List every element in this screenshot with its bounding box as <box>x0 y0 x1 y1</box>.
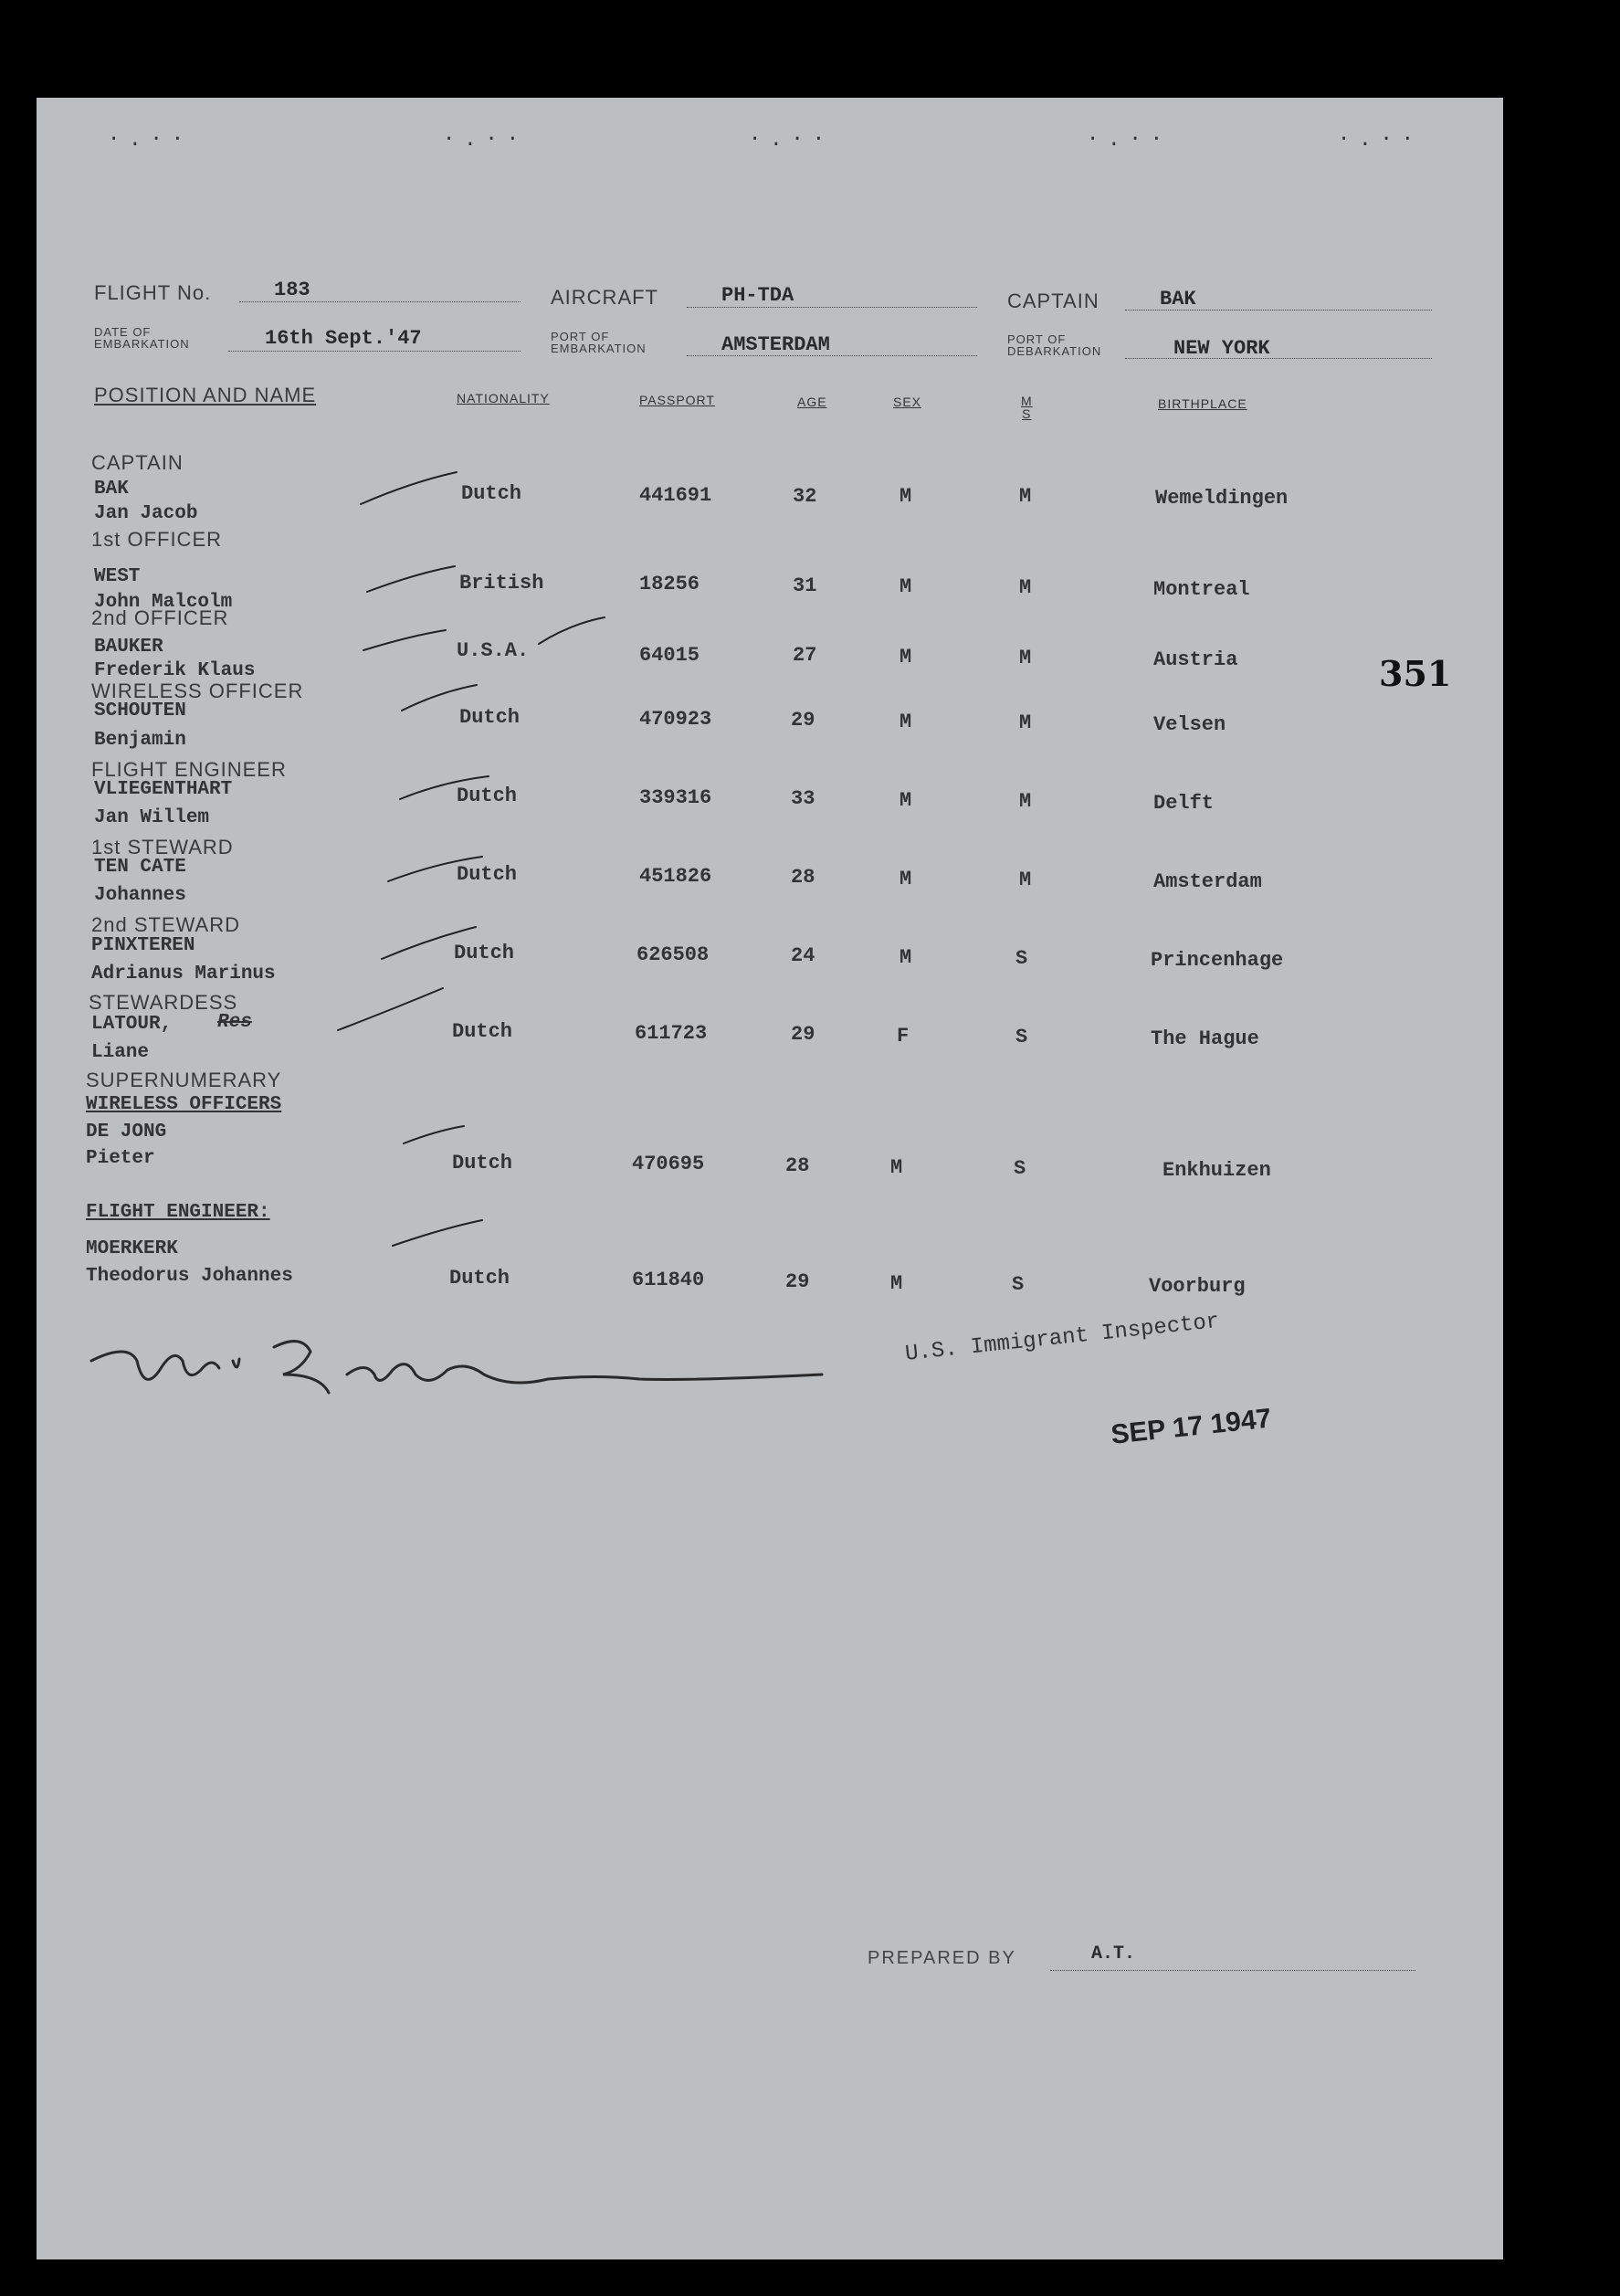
flight-value: 183 <box>274 279 310 301</box>
crew-given-name: Johannes <box>94 885 186 906</box>
date-stamp: SEP 17 1947 <box>1110 1403 1273 1450</box>
crew-given-name: Adrianus Marinus <box>91 964 276 985</box>
crew-marital: M <box>1019 869 1032 891</box>
crew-age: 31 <box>793 574 817 597</box>
crew-age: 27 <box>793 644 817 667</box>
crew-nationality: British <box>459 572 544 595</box>
date-label-line2: EMBARKATION <box>94 337 190 351</box>
punch-marks: ·.·· <box>443 128 528 151</box>
crew-given-name: Jan Willem <box>94 807 210 828</box>
crew-surname: SCHOUTEN <box>94 700 186 721</box>
crew-given-name: Benjamin <box>94 730 186 751</box>
col-birthplace: BIRTHPLACE <box>1158 396 1247 411</box>
crew-marital: S <box>1014 1157 1026 1180</box>
col-passport: PASSPORT <box>639 393 715 407</box>
crew-nationality: Dutch <box>449 1267 510 1290</box>
page-number: 351 <box>1379 653 1452 694</box>
crew-surname: PINXTEREN <box>91 935 195 956</box>
crew-position: SUPERNUMERARY <box>86 1069 282 1091</box>
crew-position: 1st STEWARD <box>91 836 234 858</box>
crew-sex: M <box>899 646 912 669</box>
crew-given-name: Frederik Klaus <box>94 660 256 681</box>
crew-given-name: John Malcolm <box>94 592 233 613</box>
crew-birthplace: Wemeldingen <box>1155 487 1289 510</box>
crew-nationality: Dutch <box>459 706 521 729</box>
crew-surname: LATOUR, <box>91 1014 173 1035</box>
crew-marital: S <box>1015 947 1028 970</box>
crew-passport: 451826 <box>639 865 712 888</box>
crew-age: 29 <box>791 1023 815 1046</box>
crew-age: 32 <box>793 485 817 508</box>
crew-nationality: Dutch <box>461 482 522 505</box>
col-age: AGE <box>797 395 827 409</box>
crew-surname: BAUKER <box>94 637 163 658</box>
punch-marks: ·.·· <box>749 128 834 151</box>
aircraft-value: PH-TDA <box>721 284 794 307</box>
inspector-signature <box>91 1342 822 1393</box>
crew-marital: M <box>1019 647 1032 669</box>
crew-marital: S <box>1015 1026 1028 1048</box>
crew-given-name: Theodorus Johannes <box>86 1266 293 1287</box>
crew-marital: M <box>1019 790 1032 813</box>
crew-nationality: Dutch <box>452 1152 513 1174</box>
col-sex: SEX <box>893 395 922 409</box>
prepared-by-label: PREPARED BY <box>868 1948 1016 1968</box>
crew-passport: 611723 <box>635 1022 708 1045</box>
prepared-by-value: A.T. <box>1091 1943 1136 1964</box>
crew-surname: MOERKERK <box>86 1238 178 1259</box>
crew-crossout: Res <box>217 1012 252 1033</box>
crew-subposition: WIRELESS OFFICERS <box>86 1094 282 1115</box>
crew-passport: 18256 <box>639 573 700 595</box>
crew-passport: 64015 <box>639 644 700 667</box>
crew-age: 33 <box>791 787 815 810</box>
crew-nationality: Dutch <box>452 1020 513 1043</box>
crew-sex: M <box>899 868 912 890</box>
crew-nationality: U.S.A. <box>457 639 530 662</box>
port-deb-label-line1: PORT OF <box>1007 332 1067 346</box>
crew-age: 28 <box>785 1154 810 1177</box>
crew-marital: M <box>1019 576 1032 599</box>
crew-birthplace: Amsterdam <box>1153 870 1262 893</box>
crew-passport: 611840 <box>632 1269 705 1291</box>
crew-position: FLIGHT ENGINEER: <box>86 1202 270 1223</box>
crew-surname: BAK <box>94 479 129 500</box>
crew-passport: 626508 <box>636 943 710 966</box>
captain-label: CAPTAIN <box>1007 290 1099 312</box>
port-emb-label-line1: PORT OF <box>551 330 610 343</box>
crew-age: 28 <box>791 866 815 889</box>
crew-marital: M <box>1019 485 1032 508</box>
crew-birthplace: Velsen <box>1153 713 1226 736</box>
crew-sex: M <box>899 711 912 733</box>
crew-position: WIRELESS OFFICER <box>91 679 304 702</box>
crew-nationality: Dutch <box>457 785 518 807</box>
crew-age: 29 <box>785 1270 810 1293</box>
crew-sex: M <box>890 1156 903 1179</box>
crew-position: STEWARDESS <box>89 991 238 1014</box>
crew-given-name: Pieter <box>86 1148 155 1169</box>
crew-sex: M <box>890 1272 903 1295</box>
crew-sex: M <box>899 485 912 508</box>
col-position: POSITION AND NAME <box>94 384 317 406</box>
crew-position: 2nd STEWARD <box>91 913 241 936</box>
crew-surname: VLIEGENTHART <box>94 779 233 800</box>
crew-marital: S <box>1012 1273 1025 1296</box>
crew-given-name: Liane <box>91 1042 150 1063</box>
crew-age: 24 <box>791 944 815 967</box>
port-debarkation-value: NEW YORK <box>1173 337 1270 360</box>
crew-sex: M <box>899 946 912 969</box>
crew-position: 1st OFFICER <box>91 528 223 551</box>
crew-passport: 441691 <box>639 484 712 507</box>
crew-birthplace: The Hague <box>1151 1027 1259 1050</box>
crew-surname: TEN CATE <box>94 857 186 878</box>
date-value: 16th Sept.'47 <box>265 327 422 350</box>
crew-sex: M <box>899 575 912 598</box>
crew-given-name: Jan Jacob <box>94 503 198 524</box>
crew-birthplace: Princenhage <box>1151 949 1284 972</box>
port-deb-label-line2: DEBARKATION <box>1007 344 1102 358</box>
punch-marks: ·.·· <box>1338 128 1423 151</box>
crew-surname: DE JONG <box>86 1122 167 1143</box>
crew-position: CAPTAIN <box>91 451 184 474</box>
punch-marks: ·.·· <box>108 128 193 151</box>
port-embarkation-value: AMSTERDAM <box>721 333 830 356</box>
crew-position: 2nd OFFICER <box>91 606 229 629</box>
col-ms-line2: S <box>1022 406 1032 421</box>
crew-passport: 470695 <box>632 1153 705 1175</box>
date-label-line1: DATE OF <box>94 325 152 339</box>
crew-nationality: Dutch <box>454 942 515 964</box>
aircraft-label: AIRCRAFT <box>551 286 658 309</box>
crew-birthplace: Voorburg <box>1149 1275 1246 1298</box>
col-ms-line1: M <box>1021 394 1033 408</box>
flight-label: FLIGHT No. <box>94 281 212 304</box>
col-nationality: NATIONALITY <box>457 391 550 405</box>
inspector-label: U.S. Immigrant Inspector <box>904 1309 1221 1367</box>
crew-sex: F <box>897 1025 910 1048</box>
crew-position: FLIGHT ENGINEER <box>91 758 287 781</box>
crew-passport: 339316 <box>639 786 712 809</box>
crew-birthplace: Montreal <box>1153 578 1250 601</box>
crew-birthplace: Enkhuizen <box>1162 1159 1271 1182</box>
punch-marks: ·.·· <box>1087 128 1172 151</box>
crew-age: 29 <box>791 709 815 732</box>
crew-surname: WEST <box>94 566 141 587</box>
crew-nationality: Dutch <box>457 863 518 886</box>
captain-value: BAK <box>1160 288 1196 311</box>
prepared-by-line <box>1050 1970 1415 1971</box>
crew-marital: M <box>1019 711 1032 734</box>
crew-passport: 470923 <box>639 708 712 731</box>
crew-sex: M <box>899 789 912 812</box>
crew-birthplace: Austria <box>1153 648 1238 671</box>
port-emb-label-line2: EMBARKATION <box>551 342 647 355</box>
crew-birthplace: Delft <box>1153 792 1215 815</box>
